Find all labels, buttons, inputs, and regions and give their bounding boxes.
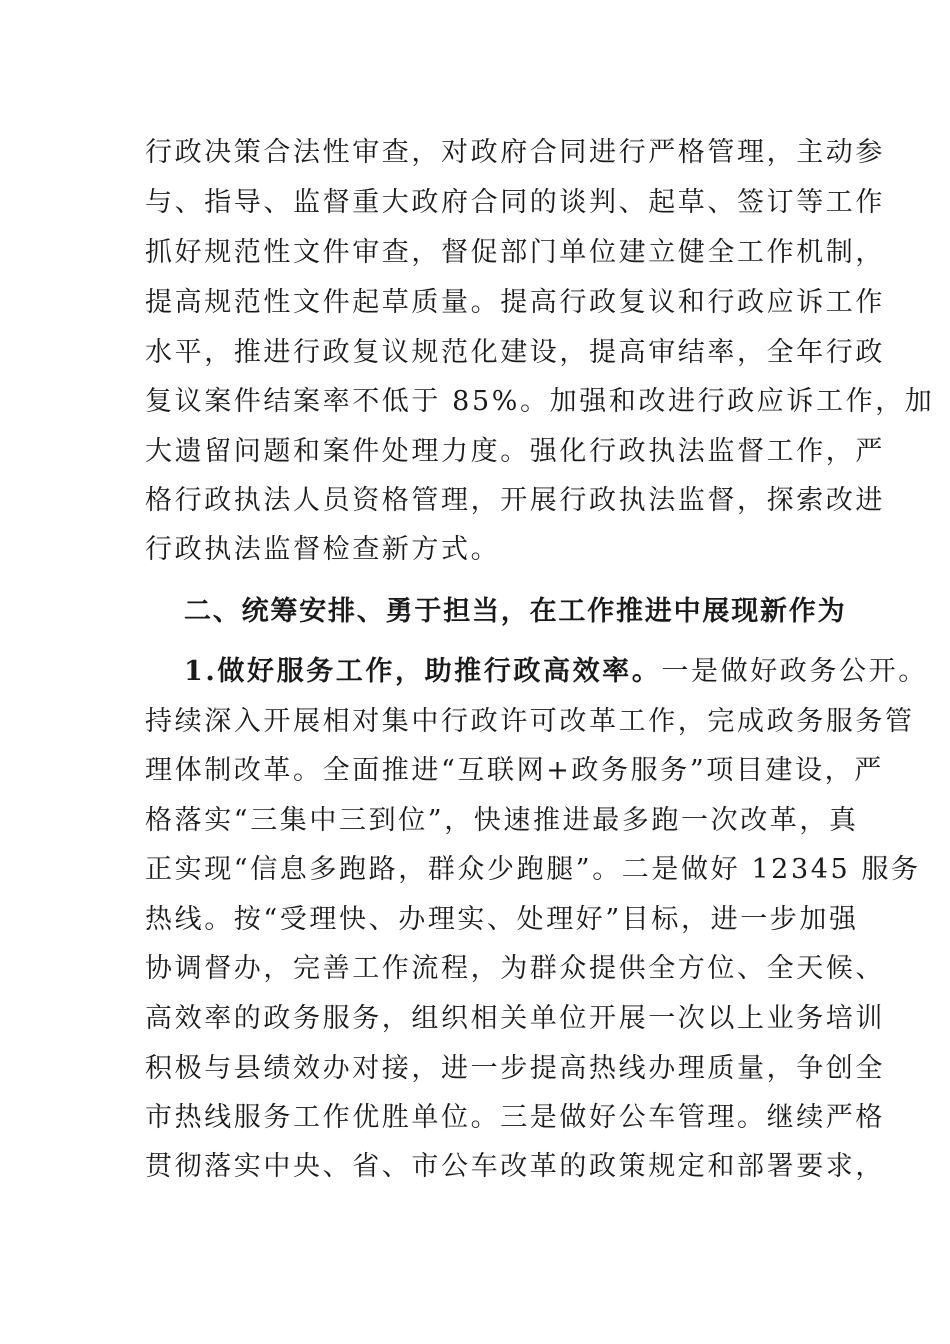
item-title: 1.做好服务工作，助推行政高效率。 [184,656,662,687]
body-text-line: 积极与县绩效办对接，进一步提高热线办理质量，争创全 [145,1053,885,1084]
body-text-line: 格落实“三集中三到位”，快速推进最多跑一次改革，真 [145,805,859,836]
body-text-line: 热线。按“受理快、办理实、处理好”目标，进一步加强 [145,904,859,935]
body-text-line: 行政决策合法性审查，对政府合同进行严格管理，主动参 [145,137,885,168]
body-text-line: 行政执法监督检查新方式。 [145,534,501,565]
body-text-line: 协调督办，完善工作流程，为群众提供全方位、全天候、 [145,953,885,984]
section-heading: 二、统筹安排、勇于担当，在工作推进中展现新作为 [184,596,847,627]
body-text-line: 水平，推进行政复议规范化建设，提高审结率，全年行政 [145,337,885,368]
body-text-line: 正实现“信息多跑路，群众少跑腿”。二是做好 12345 服务 [145,854,921,885]
body-text-line: 复议案件结案率不低于 85%。加强和改进行政应诉工作，加 [145,386,935,417]
body-text-line: 持续深入开展相对集中行政许可改革工作，完成政务服务管 [145,706,915,737]
body-text-line: 高效率的政务服务，组织相关单位开展一次以上业务培训 [145,1003,885,1034]
body-text-line: 大遗留问题和案件处理力度。强化行政执法监督工作，严 [145,436,885,467]
body-text-line: 理体制改革。全面推进“互联网+政务服务”项目建设，严 [145,755,884,786]
body-text-line: 格行政执法人员资格管理，开展行政执法监督，探索改进 [145,485,885,516]
body-text-line: 提高规范性文件起草质量。提高行政复议和行政应诉工作 [145,287,885,318]
body-text-line: 抓好规范性文件审查，督促部门单位建立健全工作机制， [145,237,885,268]
body-text-line: 贯彻落实中央、省、市公车改革的政策规定和部署要求， [145,1151,885,1182]
body-text-line: 市热线服务工作优胜单位。三是做好公车管理。继续严格 [145,1102,885,1133]
item-first-line [184,652,928,692]
item-first-line-rest: 一是做好政务公开。 [661,656,928,687]
body-text-line: 与、指导、监督重大政府合同的谈判、起草、签订等工作 [145,187,885,218]
